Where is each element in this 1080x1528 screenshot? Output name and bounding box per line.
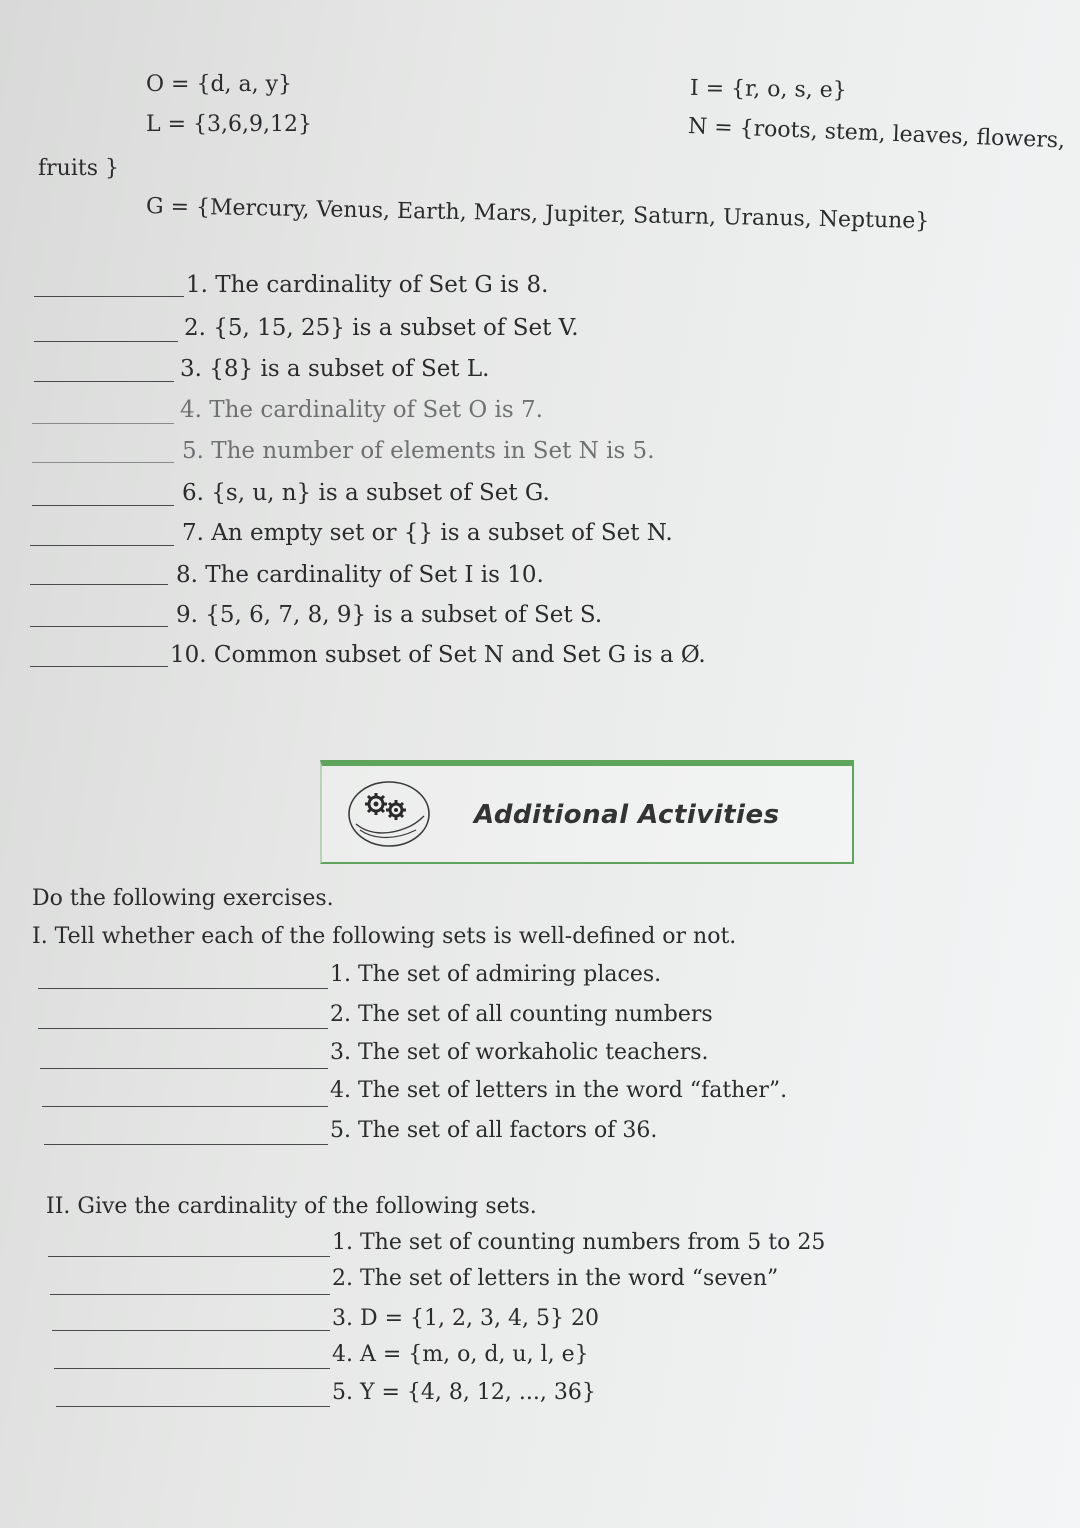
item-5: 5. The number of elements in Set N is 5. xyxy=(182,438,655,464)
set-i-definition: I = {r, o, s, e} xyxy=(689,75,847,104)
part1-item-3: 3. The set of workaholic teachers. xyxy=(330,1040,709,1065)
set-g-definition: G = {Mercury, Venus, Earth, Mars, Jupiter, Saturn, Uranus, Neptune} xyxy=(145,194,930,235)
part1-item-1: 1. The set of admiring places. xyxy=(330,962,662,987)
item-6: 6. {s, u, n} is a subset of Set G. xyxy=(182,480,550,506)
answer-blank-10[interactable] xyxy=(30,666,168,667)
part1-blank-5[interactable] xyxy=(44,1144,328,1145)
part2-item-1: 1. The set of counting numbers from 5 to 25 xyxy=(332,1230,826,1255)
item-3: 3. {8} is a subset of Set L. xyxy=(180,356,490,382)
part2-blank-4[interactable] xyxy=(54,1368,330,1369)
part1-item-2: 2. The set of all counting numbers xyxy=(330,1002,713,1027)
part2-blank-5[interactable] xyxy=(56,1406,330,1407)
answer-blank-1[interactable] xyxy=(34,296,184,297)
part1-heading: I. Tell whether each of the following sets is well-defined or not. xyxy=(32,924,737,949)
part2-blank-3[interactable] xyxy=(52,1330,330,1331)
item-8: 8. The cardinality of Set I is 10. xyxy=(176,562,544,588)
part1-blank-1[interactable] xyxy=(38,988,328,989)
part2-item-3: 3. D = {1, 2, 3, 4, 5} 20 xyxy=(332,1306,599,1331)
part2-blank-2[interactable] xyxy=(50,1294,330,1295)
item-4: 4. The cardinality of Set O is 7. xyxy=(180,397,543,423)
set-o-definition: O = {d, a, y} xyxy=(146,72,293,97)
set-n-continuation: fruits } xyxy=(38,156,119,181)
part1-item-4: 4. The set of letters in the word “father”. xyxy=(330,1078,788,1103)
instructions: Do the following exercises. xyxy=(32,886,334,911)
answer-blank-3[interactable] xyxy=(34,381,174,382)
answer-blank-8[interactable] xyxy=(30,584,168,585)
item-7: 7. An empty set or {} is a subset of Set N. xyxy=(182,520,673,546)
part1-blank-4[interactable] xyxy=(42,1106,328,1107)
answer-blank-4[interactable] xyxy=(32,423,174,424)
part2-blank-1[interactable] xyxy=(48,1256,330,1257)
part2-item-4: 4. A = {m, o, d, u, l, e} xyxy=(332,1342,589,1367)
answer-blank-5[interactable] xyxy=(32,462,174,463)
item-2: 2. {5, 15, 25} is a subset of Set V. xyxy=(184,315,579,341)
answer-blank-7[interactable] xyxy=(30,545,174,546)
answer-blank-9[interactable] xyxy=(30,626,168,627)
part1-blank-3[interactable] xyxy=(40,1068,328,1069)
answer-blank-2[interactable] xyxy=(34,341,178,342)
additional-activities-banner xyxy=(320,760,854,864)
part1-blank-2[interactable] xyxy=(38,1028,328,1029)
item-1: 1. The cardinality of Set G is 8. xyxy=(186,272,549,298)
part1-item-5: 5. The set of all factors of 36. xyxy=(330,1118,658,1143)
set-l-definition: L = {3,6,9,12} xyxy=(146,112,312,137)
answer-blank-6[interactable] xyxy=(32,505,174,506)
part2-item-5: 5. Y = {4, 8, 12, ..., 36} xyxy=(332,1380,596,1405)
set-n-definition: N = {roots, stem, leaves, flowers, xyxy=(687,114,1066,154)
part2-item-2: 2. The set of letters in the word “seven” xyxy=(332,1266,779,1291)
banner-title: Additional Activities xyxy=(474,800,780,830)
item-10: 10. Common subset of Set N and Set G is a Ø. xyxy=(170,642,706,668)
gears-in-hand-icon xyxy=(346,778,432,848)
item-9: 9. {5, 6, 7, 8, 9} is a subset of Set S. xyxy=(176,602,603,628)
part2-heading: II. Give the cardinality of the following sets. xyxy=(46,1194,537,1219)
